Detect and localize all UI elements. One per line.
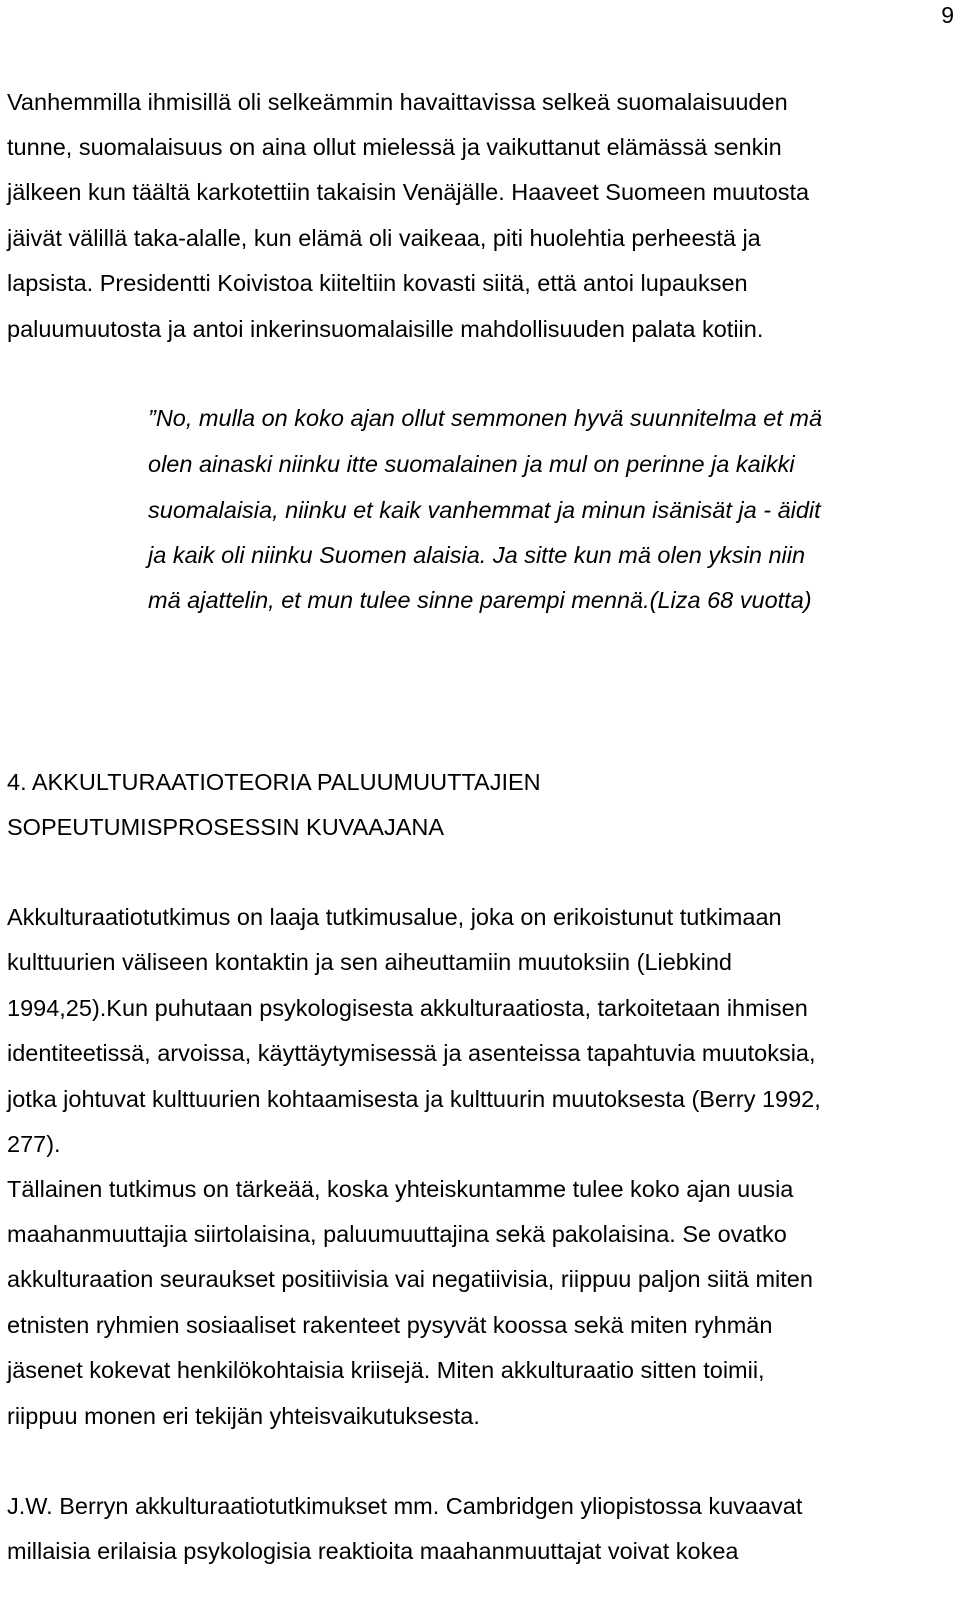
text-line: etnisten ryhmien sosiaaliset rakenteet pysyvät koossa sekä miten ryhmän xyxy=(7,1312,773,1338)
quote-line: olen ainaski niinku itte suomalainen ja mul on perinne ja kaikki xyxy=(148,451,795,477)
text-line: jäivät välillä taka-alalle, kun elämä oli vaikeaa, piti huolehtia perheestä ja xyxy=(7,225,761,251)
text-line: lapsista. Presidentti Koivistoa kiiteltiin kovasti siitä, että antoi lupauksen xyxy=(7,270,748,296)
heading-line: 4. AKKULTURAATIOTEORIA PALUUMUUTTAJIEN xyxy=(7,769,541,795)
quote-line: ja kaik oli niinku Suomen alaisia. Ja sitte kun mä olen yksin niin xyxy=(148,542,806,568)
text-line: akkulturaation seuraukset positiivisia vai negatiivisia, riippuu paljon siitä miten xyxy=(7,1266,813,1292)
text-line: jotka johtuvat kulttuurien kohtaamisesta ja kulttuurin muutoksesta (Berry 1992, xyxy=(7,1086,821,1112)
page-number: 9 xyxy=(941,2,954,28)
text-line: jäsenet kokevat henkilökohtaisia kriisejä. Miten akkulturaatio sitten toimii, xyxy=(7,1357,765,1383)
text-line: Tällainen tutkimus on tärkeää, koska yhteiskuntamme tulee koko ajan uusia xyxy=(7,1176,794,1202)
text-line: J.W. Berryn akkulturaatiotutkimukset mm. Cambridgen yliopistossa kuvaavat xyxy=(7,1493,803,1519)
text-line: tunne, suomalaisuus on aina ollut mielessä ja vaikuttanut elämässä senkin xyxy=(7,134,782,160)
quote-line: mä ajattelin, et mun tulee sinne parempi mennä.(Liza 68 vuotta) xyxy=(148,587,812,613)
text-line: millaisia erilaisia psykologisia reaktioita maahanmuuttajat voivat kokea xyxy=(7,1538,739,1564)
quote-line: suomalaisia, niinku et kaik vanhemmat ja minun isänisät ja - äidit xyxy=(148,497,821,523)
quote-line: ”No, mulla on koko ajan ollut semmonen hyvä suunnitelma et mä xyxy=(148,405,823,431)
text-line: 1994,25).Kun puhutaan psykologisesta akkulturaatiosta, tarkoitetaan ihmisen xyxy=(7,995,808,1021)
text-line: Vanhemmilla ihmisillä oli selkeämmin havaittavissa selkeä suomalaisuuden xyxy=(7,89,788,115)
heading-line: SOPEUTUMISPROSESSIN KUVAAJANA xyxy=(7,814,445,840)
text-line: kulttuurien väliseen kontaktin ja sen aiheuttamiin muutoksiin (Liebkind xyxy=(7,949,732,975)
text-line: riippuu monen eri tekijän yhteisvaikutuksesta. xyxy=(7,1403,480,1429)
text-line: maahanmuuttajia siirtolaisina, paluumuuttajina sekä pakolaisina. Se ovatko xyxy=(7,1221,787,1247)
text-line: Akkulturaatiotutkimus on laaja tutkimusalue, joka on erikoistunut tutkimaan xyxy=(7,904,782,930)
text-line: identiteetissä, arvoissa, käyttäytymisessä ja asenteissa tapahtuvia muutoksia, xyxy=(7,1040,816,1066)
text-line: jälkeen kun täältä karkotettiin takaisin Venäjälle. Haaveet Suomeen muutosta xyxy=(7,179,810,205)
text-line: paluumuutosta ja antoi inkerinsuomalaisille mahdollisuuden palata kotiin. xyxy=(7,316,764,342)
text-line: 277). xyxy=(7,1131,61,1157)
